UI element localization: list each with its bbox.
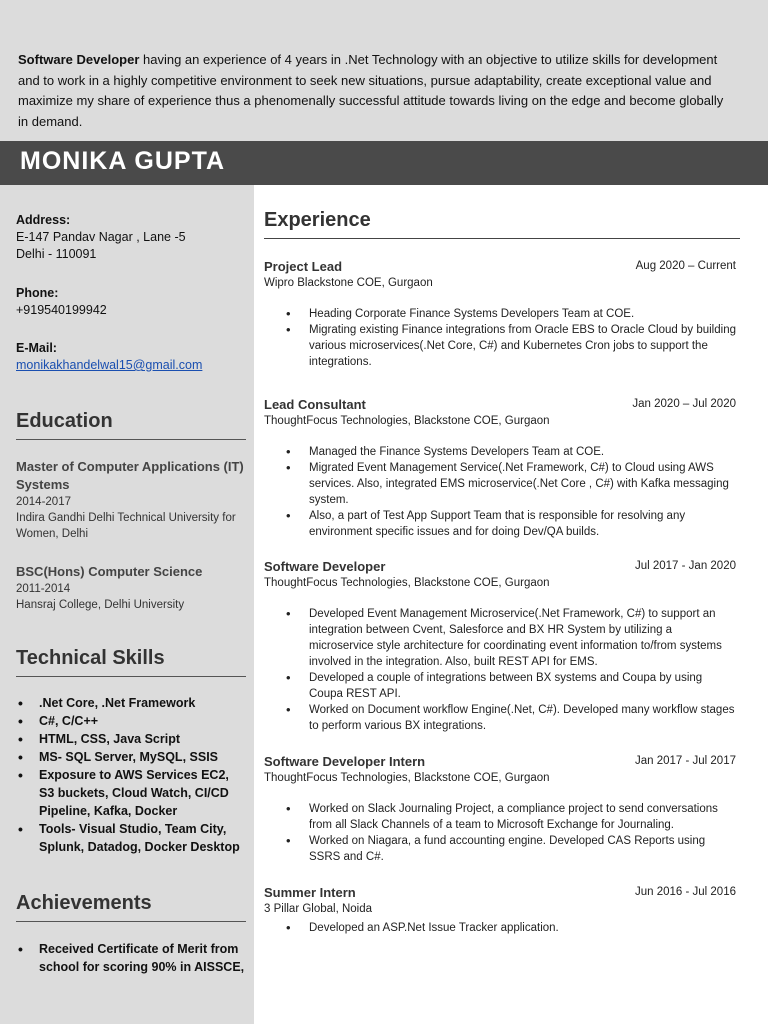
job-dates: Aug 2020 – Current [635, 260, 736, 272]
job-dates: Jan 2017 - Jul 2017 [634, 755, 736, 767]
job-entry [264, 396, 736, 540]
job-dates: Jun 2016 - Jul 2016 [634, 886, 736, 898]
phone-number: +919540199942 [16, 303, 107, 317]
achievements-heading: Achievements [16, 892, 246, 922]
job-bullet: • Migrated Event Management Service(.Net Framework, C#) to Cloud using AWS services. Also, integrated EMS microservice(.Net Core , C#) with Kafka messaging system. [264, 460, 736, 508]
address-line-2: Delhi - 110091 [16, 247, 97, 261]
degree-title: Master of Computer Applications (IT) Systems [16, 459, 244, 492]
address-block [16, 212, 246, 263]
skill-item: • Exposure to AWS Services EC2, S3 buckets, Cloud Watch, CI/CD Pipeline, Kafka, Docker [16, 766, 246, 820]
job-bullet: • Worked on Slack Journaling Project, a compliance project to send conversations from all Slack Channels of a team to Microsoft Exchange for Journaling. [264, 801, 736, 833]
job-title: Summer Intern [264, 885, 356, 900]
job-bullets [264, 801, 736, 865]
job-bullet: • Developed an ASP.Net Issue Tracker application. [264, 920, 736, 936]
address-line-1: E-147 Pandav Nagar , Lane -5 [16, 230, 186, 244]
degree-school: Hansraj College, Delhi University [16, 599, 185, 611]
achievements-list [16, 940, 246, 976]
job-title: Lead Consultant [264, 397, 366, 412]
degree-years: 2014-2017 [16, 496, 71, 508]
achievement-item: • Received Certificate of Merit from school for scoring 90% in AISSCE, [16, 940, 246, 976]
skill-item: • MS- SQL Server, MySQL, SSIS [16, 748, 246, 766]
job-bullet: • Developed Event Management Microservice(.Net Framework, C#) to support an integration between Cvent, Salesforce and BX HR System by utilizing a microservice style architecture for coordinating event information to/from systems involved in the integration. Also, built REST API for EMS. [264, 606, 736, 670]
education-item [16, 563, 246, 613]
job-dates: Jan 2020 – Jul 2020 [632, 398, 736, 410]
skill-item: • Tools- Visual Studio, Team City, Splunk, Datadog, Docker Desktop [16, 820, 246, 856]
candidate-name: MONIKA GUPTA [20, 147, 226, 175]
job-company: 3 Pillar Global, Noida [264, 903, 373, 915]
skill-item: • HTML, CSS, Java Script [16, 730, 246, 748]
email-label: E-Mail: [16, 341, 57, 355]
job-bullet: • Worked on Document workflow Engine(.Net, C#). Developed many workflow stages to perform various BX integrations. [264, 702, 736, 734]
summary-lead: Software Developer [18, 52, 140, 67]
email-block [16, 340, 246, 374]
job-bullets [264, 306, 736, 370]
job-entry [264, 884, 736, 936]
degree-title: BSC(Hons) Computer Science [16, 564, 203, 579]
job-bullet: • Migrating existing Finance integrations from Oracle EBS to Oracle Cloud by building various microservices(.Net Core, C#) and Kubernetes Cron jobs to support the integrations. [264, 322, 736, 370]
job-entry [264, 753, 736, 865]
job-dates: Jul 2017 - Jan 2020 [634, 560, 736, 572]
job-title: Software Developer [264, 559, 386, 574]
email-link[interactable]: monikakhandelwal15@gmail.com [16, 358, 203, 372]
phone-block [16, 285, 246, 319]
skills-list [16, 694, 246, 856]
experience-heading: Experience [264, 209, 740, 239]
phone-label: Phone: [16, 286, 59, 300]
job-company: ThoughtFocus Technologies, Blackstone COE, Gurgaon [264, 415, 550, 427]
job-bullets [264, 920, 736, 936]
skills-heading: Technical Skills [16, 647, 246, 677]
job-title: Software Developer Intern [264, 754, 426, 769]
job-company: ThoughtFocus Technologies, Blackstone COE, Gurgaon [264, 577, 550, 589]
degree-years: 2011-2014 [16, 583, 71, 595]
skill-item: • C#, C/C++ [16, 712, 246, 730]
job-entry [264, 258, 736, 370]
job-bullets [264, 444, 736, 540]
job-bullets [264, 606, 736, 734]
job-company: ThoughtFocus Technologies, Blackstone COE, Gurgaon [264, 772, 550, 784]
degree-school: Indira Gandhi Delhi Technical University for Women, Delhi [16, 512, 236, 540]
job-entry [264, 558, 736, 734]
education-item [16, 458, 246, 542]
education-heading: Education [16, 410, 246, 440]
objective-summary [0, 0, 768, 141]
job-bullet: • Managed the Finance Systems Developers Team at COE. [264, 444, 736, 460]
job-bullet: • Also, a part of Test App Support Team that is responsible for resolving any environment specific issues and for doing Dev/QA builds. [264, 508, 736, 540]
job-bullet: • Heading Corporate Finance Systems Developers Team at COE. [264, 306, 736, 322]
job-bullet: • Worked on Niagara, a fund accounting engine. Developed CAS Reports using SSRS and C#. [264, 833, 736, 865]
job-company: Wipro Blackstone COE, Gurgaon [264, 277, 433, 289]
skill-item: • .Net Core, .Net Framework [16, 694, 246, 712]
name-bar [0, 141, 768, 185]
job-title: Project Lead [264, 259, 343, 274]
job-bullet: • Developed a couple of integrations between BX systems and Coupa by using Coupa REST API. [264, 670, 736, 702]
summary-text: having an experience of 4 years in .Net Technology with an objective to utilize skills for development and to work in a highly competitive environment to seek new situations, pursue adaptability, create exceptional value and maximize my share of experience thus a phenomenally successful attitude towards living on the edge and become globally in demand. [18, 52, 724, 129]
address-label: Address: [16, 213, 71, 227]
